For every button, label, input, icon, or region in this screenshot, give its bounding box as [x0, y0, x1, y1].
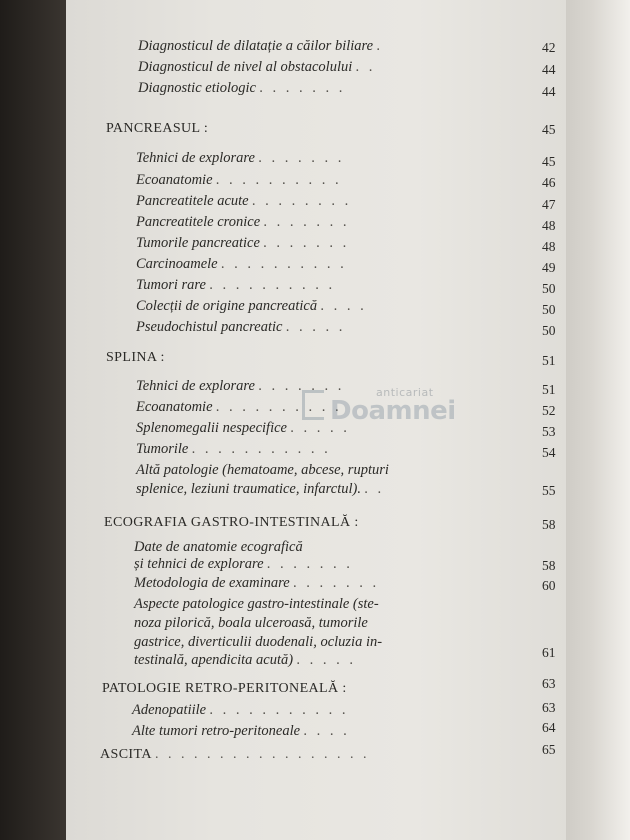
toc-entry: testinală, apendicita acută) . . . . .	[134, 652, 357, 668]
toc-entry: Diagnostic etiologic . . . . . . .	[138, 80, 346, 96]
toc-entry: Alte tumori retro-peritoneale . . . .	[132, 723, 351, 739]
toc-page-number: 61	[542, 645, 556, 660]
toc-page-number: 52	[542, 403, 556, 418]
toc-page-number: 49	[542, 260, 556, 275]
toc-page-number: 53	[542, 424, 556, 439]
toc-entry: Colecții de origine pancreatică . . . .	[136, 298, 368, 314]
watermark-bracket-icon	[302, 390, 324, 420]
toc-page-number: 50	[542, 302, 556, 317]
toc-entry-line: Date de anatomie ecografică	[134, 539, 303, 555]
toc-entry: Splenomegalii nespecifice . . . . .	[136, 420, 351, 436]
toc-entry: Ecoanatomie . . . . . . . . . .	[136, 399, 343, 415]
watermark-logo	[302, 386, 472, 430]
toc-page-number: 51	[542, 353, 556, 368]
toc-page-number: 44	[542, 62, 556, 77]
toc-page-number: 42	[542, 40, 556, 55]
toc-page-number: 64	[542, 720, 556, 735]
toc-page-number: 51	[542, 382, 556, 397]
toc-page-number: 48	[542, 239, 556, 254]
toc-entry-line: Altă patologie (hematoame, abcese, rupturi	[136, 462, 389, 478]
toc-entry: Diagnosticul de dilatație a căilor biliare .	[138, 38, 384, 54]
toc-entry: Carcinoamele . . . . . . . . . .	[136, 256, 348, 272]
toc-entry: Pancreatitele cronice . . . . . . .	[136, 214, 350, 230]
toc-page-number: 60	[542, 578, 556, 593]
watermark-subtitle: anticariat	[376, 386, 434, 399]
toc-entry: Tumorile pancreatice . . . . . . .	[136, 235, 350, 251]
toc-entry: Diagnosticul de nivel al obstacolului . .	[138, 59, 376, 75]
toc-entry: Tehnici de explorare . . . . . . .	[136, 150, 345, 166]
toc-entry: Ecoanatomie . . . . . . . . . .	[136, 172, 343, 188]
toc-section-heading: SPLINA :	[106, 350, 165, 365]
toc-page-number: 50	[542, 323, 556, 338]
toc-page-number: 54	[542, 445, 556, 460]
toc-entry: Tehnici de explorare . . . . . . .	[136, 378, 345, 394]
toc-entry: Tumori rare . . . . . . . . . .	[136, 277, 336, 293]
toc-entry: Tumorile . . . . . . . . . . .	[136, 441, 332, 457]
toc-section-heading: ECOGRAFIA GASTRO-INTESTINALĂ :	[104, 515, 359, 530]
toc-entry: Pancreatitele acute . . . . . . . .	[136, 193, 352, 209]
toc-page-number: 46	[542, 175, 556, 190]
toc-entry: Pseudochistul pancreatic . . . . .	[136, 319, 346, 335]
toc-section-heading: ASCITA . . . . . . . . . . . . . . . . .	[100, 747, 370, 762]
toc-entry-line: Aspecte patologice gastro-intestinale (ste-	[134, 596, 379, 612]
photo-background-left	[0, 0, 66, 840]
toc-page-number: 58	[542, 558, 556, 573]
watermark-title: Doamnei	[330, 396, 456, 426]
toc-entry: Adenopatiile . . . . . . . . . . .	[132, 702, 349, 718]
toc-page-number: 48	[542, 218, 556, 233]
toc-page-number: 55	[542, 483, 556, 498]
toc-page-number: 45	[542, 122, 556, 137]
toc-page-number: 58	[542, 517, 556, 532]
toc-entry: și tehnici de explorare . . . . . . .	[134, 556, 354, 572]
toc-page-number: 63	[542, 676, 556, 691]
book-page	[66, 0, 566, 840]
toc-entry: Metodologia de examinare . . . . . . .	[134, 575, 380, 591]
toc-entry-line: gastrice, diverticulii duodenali, ocluzia in-	[134, 634, 383, 650]
toc-section-heading: PANCREASUL :	[106, 121, 209, 136]
toc-page-number: 50	[542, 281, 556, 296]
toc-page-number: 44	[542, 84, 556, 99]
toc-entry: splenice, leziuni traumatice, infarctul). . .	[136, 481, 385, 497]
toc-entry-line: noza pilorică, boala ulceroasă, tumorile	[134, 615, 368, 631]
toc-page-number: 45	[542, 154, 556, 169]
toc-page-number: 65	[542, 742, 556, 757]
toc-section-heading: PATOLOGIE RETRO-PERITONEALĂ :	[102, 681, 347, 696]
toc-page-number: 63	[542, 700, 556, 715]
toc-page-number: 47	[542, 197, 556, 212]
